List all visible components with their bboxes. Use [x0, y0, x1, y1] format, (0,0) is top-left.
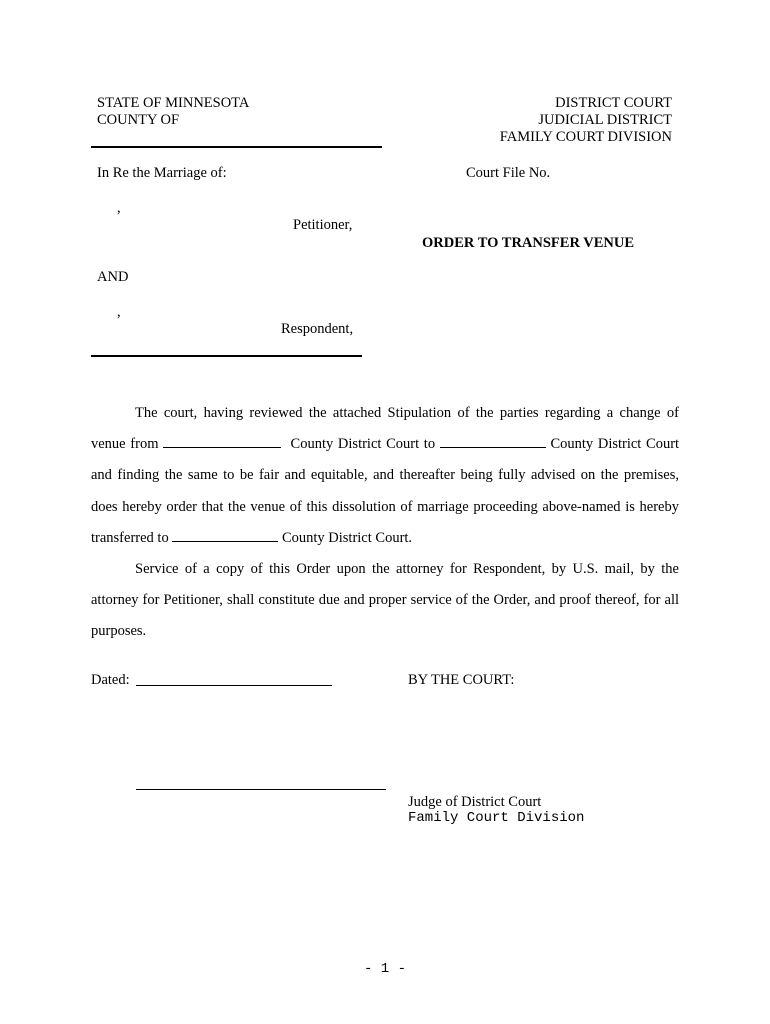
petitioner-label: Petitioner,	[293, 217, 353, 233]
caption-underline	[91, 355, 362, 357]
judge-signature-line	[136, 789, 386, 790]
order-body	[91, 398, 679, 648]
document-title: ORDER TO TRANSFER VENUE	[422, 235, 635, 251]
p1-text-a: The court, having reviewed the attached Stipulation of the parties regarding a change of venue from	[91, 405, 679, 453]
paragraph-1	[91, 398, 679, 554]
court-file-no-label: Court File No.	[466, 165, 551, 181]
judge-title: Judge of District Court	[408, 794, 542, 810]
petitioner-name-comma: ,	[117, 200, 121, 216]
respondent-name-comma: ,	[117, 304, 121, 320]
district-label: JUDICIAL DISTRICT	[538, 112, 672, 128]
by-the-court-label: BY THE COURT:	[408, 672, 515, 688]
p1-text-d: County District Court.	[281, 529, 413, 546]
dated-label: Dated:	[91, 672, 130, 688]
county-label: COUNTY OF	[97, 112, 180, 128]
county-underline	[91, 146, 382, 148]
to-county-blank	[440, 435, 546, 448]
court-label: DISTRICT COURT	[555, 95, 672, 111]
in-re-label: In Re the Marriage of:	[97, 165, 227, 181]
state-label: STATE OF MINNESOTA	[97, 95, 250, 111]
p1-text-b: County District Court to	[290, 436, 436, 453]
and-label: AND	[97, 269, 129, 285]
page-number: - 1 -	[363, 961, 406, 977]
from-county-blank	[163, 435, 281, 448]
division-label: FAMILY COURT DIVISION	[499, 129, 672, 145]
p1-text-c: County District Court and finding the same to be fair and equitable, and thereafter being fully advised on the premises, does hereby order that the venue of this dissolution of marriage proceeding above-named is hereby transferred to	[91, 436, 680, 546]
judge-division: Family Court Division	[408, 810, 585, 826]
respondent-label: Respondent,	[281, 321, 354, 337]
paragraph-2: Service of a copy of this Order upon the attorney for Respondent, by U.S. mail, by the attorney for Petitioner, shall constitute due and proper service of the Order, and proof thereof, for all purposes.	[91, 561, 679, 640]
transferred-county-blank	[172, 529, 278, 542]
date-line	[136, 685, 332, 686]
